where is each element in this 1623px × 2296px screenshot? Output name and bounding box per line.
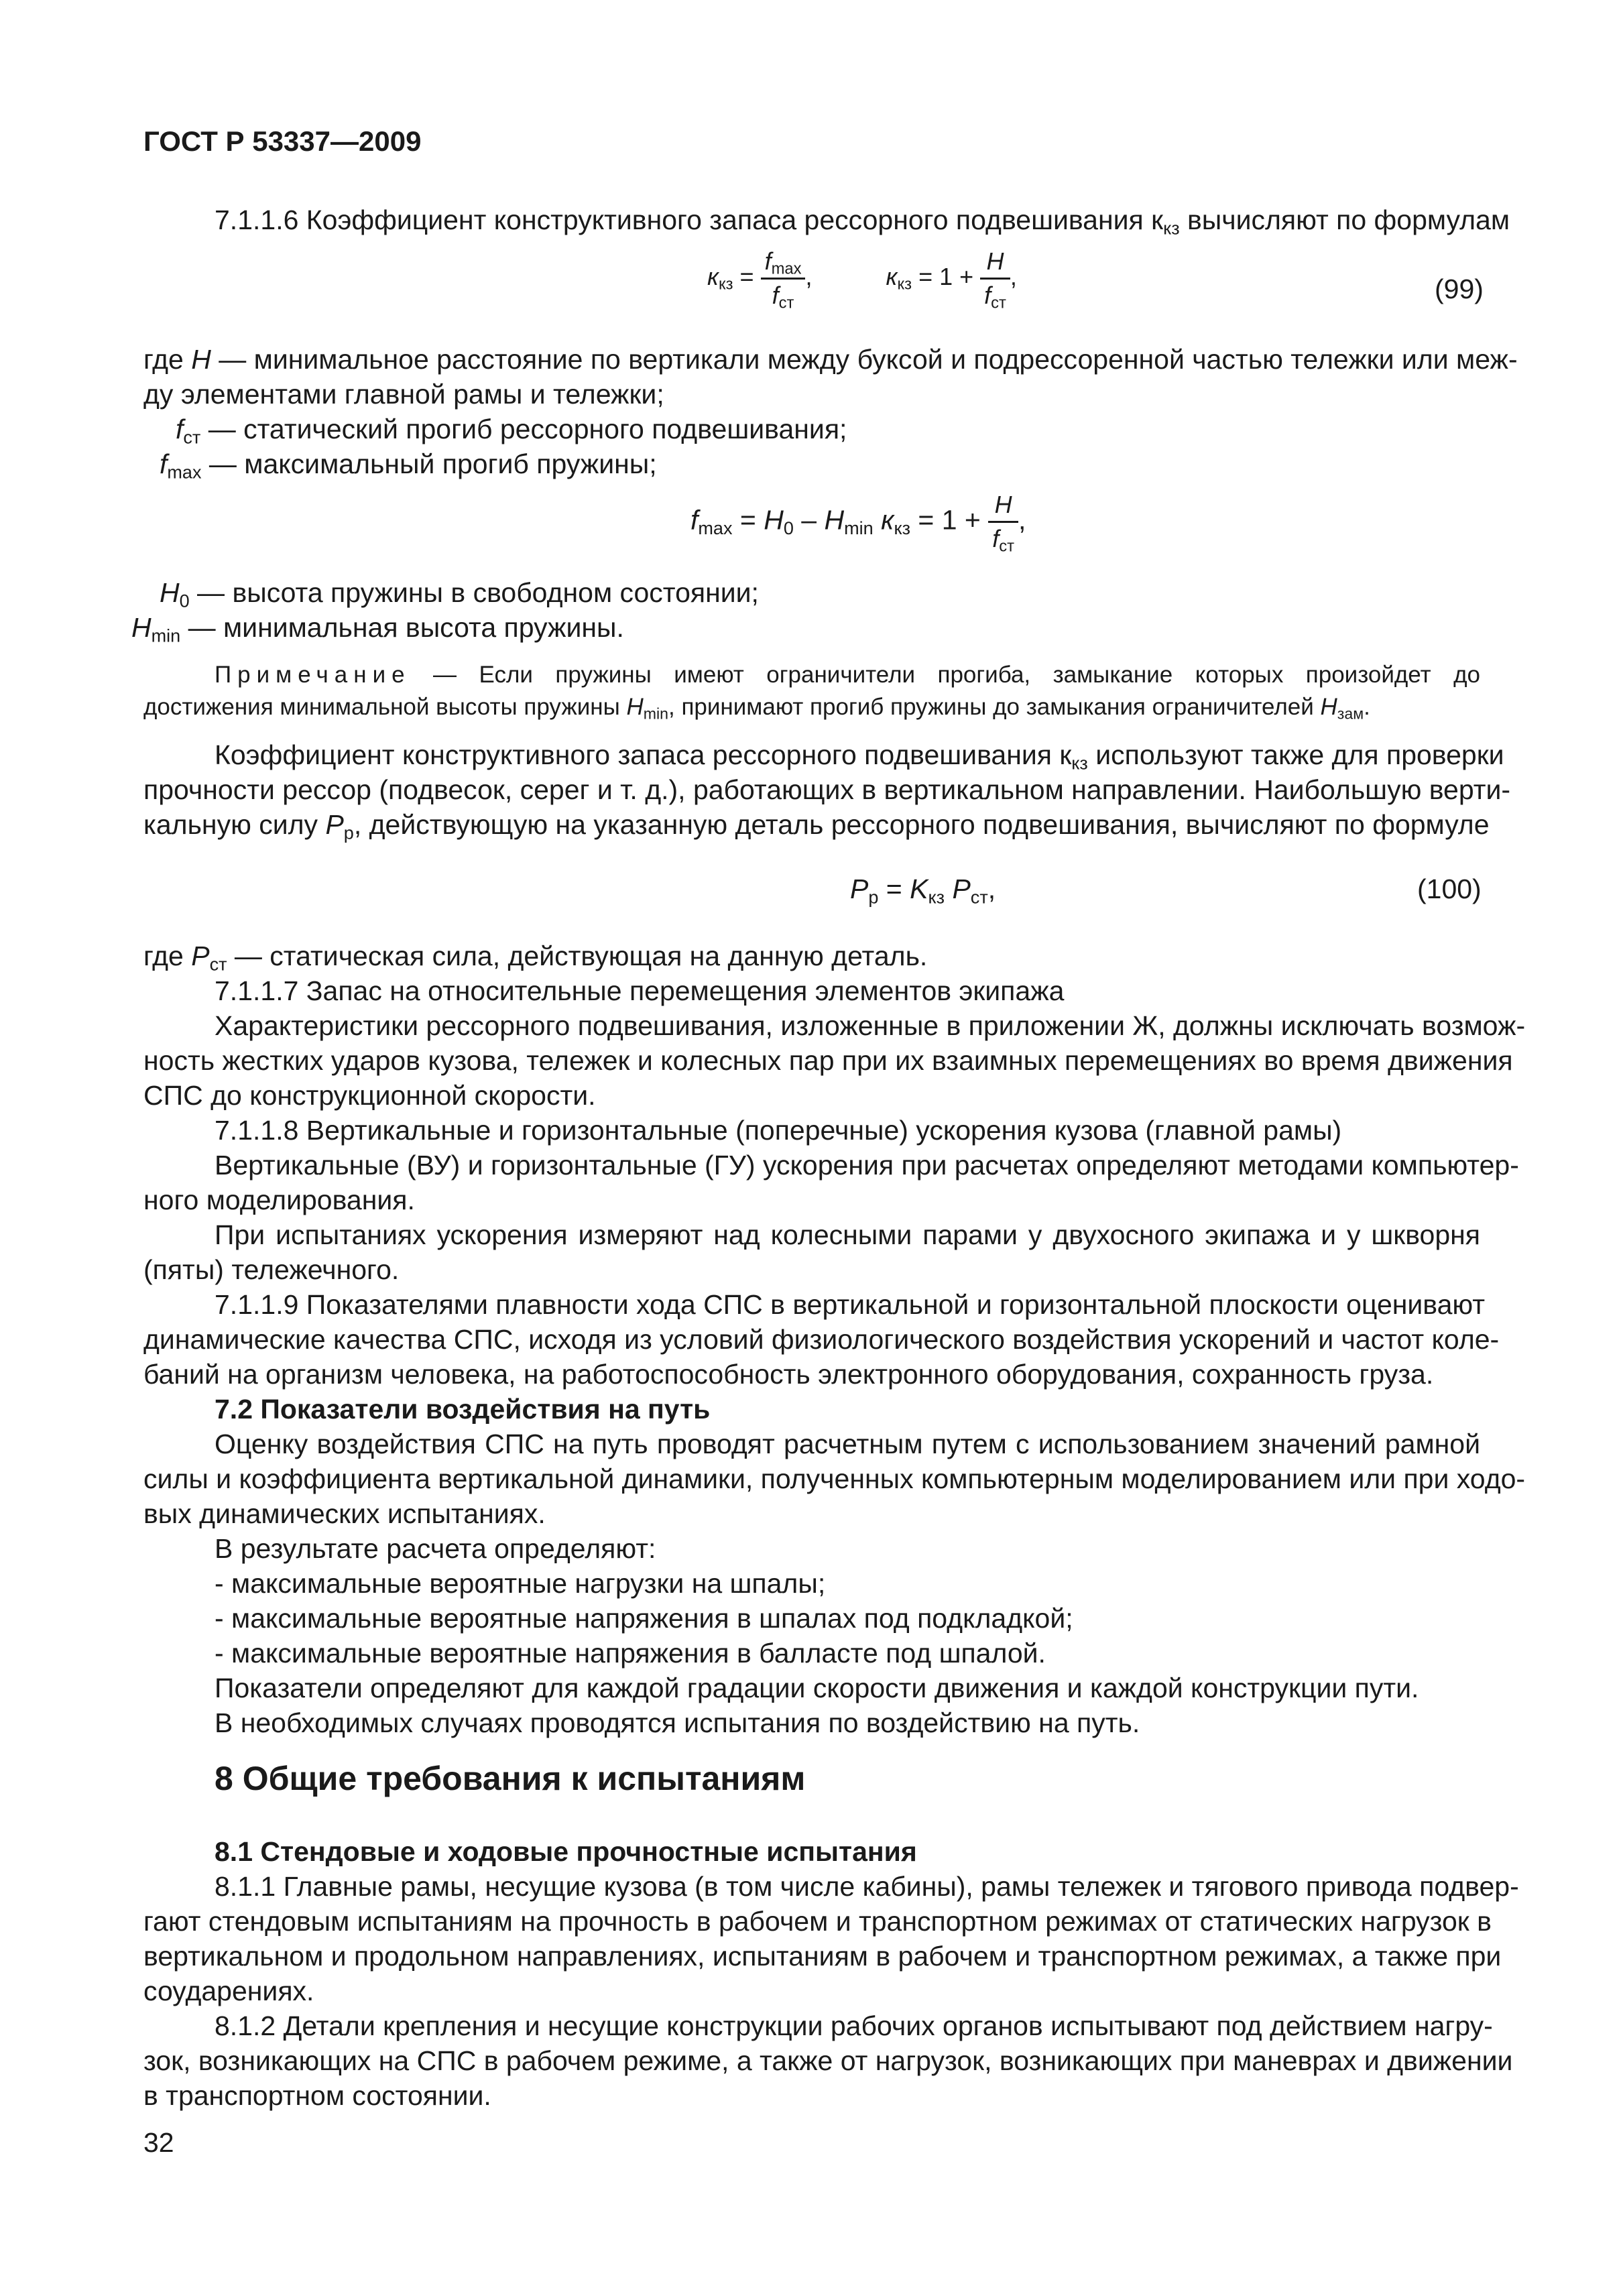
clause-7118-b1: При испытаниях ускорения измеряют над колесными парами у двухосного экипажа и у шкворня xyxy=(215,1219,1480,1250)
clause-7118-a1: Вертикальные (ВУ) и горизонтальные (ГУ) ускорения при расчетах определяют методами компьютер- xyxy=(215,1150,1519,1181)
section-72-line4: В результате расчета определяют: xyxy=(215,1533,656,1564)
list-item: - максимальные вероятные нагрузки на шпалы; xyxy=(215,1568,826,1599)
fraction-H-fst: $\frac{H}{f_{ст}}$ xyxy=(980,249,1010,308)
section-72-title: 7.2 Показатели воздействия на путь xyxy=(215,1394,711,1425)
equation-99: $к_{кз}$ = $\frac{f_{max}}{f_{ст}}$ , $к_{кз} = 1$ + $\frac{H}{f_{ст}}$ , xyxy=(707,247,1017,312)
definition-Hmin: $H_{min}$ — минимальная высота пружины. xyxy=(131,612,624,646)
section-72-line2: силы и коэффициента вертикальной динамики, полученных компьютерным моделированием или при ходо- xyxy=(143,1463,1526,1494)
definition-fst: $f_{ст}$ — статический прогиб рессорного подвешивания; xyxy=(176,414,847,448)
equation-number-99: (99) xyxy=(1435,274,1484,304)
clause-7117-line2: ность жестких ударов кузова, тележек и колесных пар при их взаимных перемещениях во время движения xyxy=(143,1045,1513,1076)
definition-H0: $H_0$ — высота пружины в свободном состоянии; xyxy=(160,577,759,611)
note-line1: Примечание — Если пружины имеют ограничители прогиба, замыкание которых произойдет до xyxy=(215,662,1480,688)
section-72-line3: вых динамических испытаниях. xyxy=(143,1498,546,1529)
clause-812-line1: 8.1.2 Детали крепления и несущие конструкции рабочих органов испытывают под действием нагру- xyxy=(215,2010,1493,2041)
note-label: Примечание xyxy=(215,662,411,688)
clause-7117-title: 7.1.1.7 Запас на относительные перемещения элементов экипажа xyxy=(215,975,1065,1006)
clause-7118-b2: (пяты) тележечного. xyxy=(143,1254,400,1285)
page-header: ГОСТ Р 53337—2009 xyxy=(143,125,422,157)
section-72-line1: Оценку воздействия СПС на путь проводят расчетным путем с использованием значений рамной xyxy=(215,1429,1480,1459)
clause-7118-title: 7.1.1.8 Вертикальные и горизонтальные (поперечные) ускорения кузова (главной рамы) xyxy=(215,1115,1342,1146)
where-H-line1: где H — минимальное расстояние по вертикали между буксой и подрессоренной частью тележки или меж- xyxy=(143,344,1518,375)
fraction-H-fst-2: $\frac{H}{f_{ст}}$ xyxy=(988,493,1018,551)
section-72-line6: В необходимых случаях проводятся испытания по воздействию на путь. xyxy=(215,1707,1140,1738)
clause-811-line1: 8.1.1 Главные рамы, несущие кузова (в том числе кабины), рамы тележек и тягового привода подвер- xyxy=(215,1871,1519,1902)
section-72-line5: Показатели определяют для каждой градации скорости движения и каждой конструкции пути. xyxy=(215,1673,1419,1703)
definition-fmax: $f_{max}$ — максимальный прогиб пружины; xyxy=(160,448,657,483)
section-8-title: 8 Общие требования к испытаниям xyxy=(215,1760,806,1797)
equation-fmax: $f_{max} = H_0 - H_{min}$ $к_{кз} = 1$ + $\frac{H}{f_{ст}}$ , xyxy=(690,491,1026,556)
paragraph-7116-intro: 7.1.1.6 Коэффициент конструктивного запаса рессорного подвешивания $к_{кз}$ вычисляют по формулам xyxy=(215,204,1510,239)
clause-7117-line3: СПС до конструкционной скорости. xyxy=(143,1080,596,1111)
where-Pst: где $P_{ст}$ — статическая сила, действующая на данную деталь. xyxy=(143,941,928,975)
clause-811-line2: гают стендовым испытаниям на прочность в рабочем и транспортном режимах от статических нагрузок в xyxy=(143,1906,1492,1937)
clause-811-line4: соударениях. xyxy=(143,1976,314,2006)
equation-number-100: (100) xyxy=(1417,873,1482,904)
list-item: - максимальные вероятные напряжения в шпалах под подкладкой; xyxy=(215,1603,1073,1634)
clause-7117-line1: Характеристики рессорного подвешивания, изложенные в приложении Ж, должны исключать возмож- xyxy=(215,1010,1526,1041)
page-number: 32 xyxy=(143,2127,174,2158)
clause-7118-a2: ного моделирования. xyxy=(143,1185,415,1215)
note-line2: достижения минимальной высоты пружины $H_{min}$, принимают прогиб пружины до замыкания ограничителей $H_{зам}$. xyxy=(143,694,1370,723)
fraction-fmax-fst: $\frac{f_{max}}{f_{ст}}$ xyxy=(761,249,806,308)
paragraph-k-line3: кальную силу $P_р$, действующую на указанную деталь рессорного подвешивания, вычисляют по формуле xyxy=(143,809,1490,843)
paragraph-k-line2: прочности рессор (подвесок, серег и т. д.), работающих в вертикальном направлении. Наибольшую верти- xyxy=(143,774,1511,805)
clause-811-line3: вертикальном и продольном направлениях, испытаниям в рабочем и транспортном режимах, а также при xyxy=(143,1941,1502,1972)
clause-7119-line3: баний на организм человека, на работоспособность электронного оборудования, сохранность груза. xyxy=(143,1359,1434,1390)
paragraph-k-line1: Коэффициент конструктивного запаса рессорного подвешивания $к_{кз}$ используют также для проверки xyxy=(215,739,1504,774)
clause-7119-line1: 7.1.1.9 Показателями плавности хода СПС в вертикальной и горизонтальной плоскости оценивают xyxy=(215,1289,1486,1320)
equation-100: $P_р = K_{кз}$ $P_{ст}$, xyxy=(850,873,996,908)
clause-7119-line2: динамические качества СПС, исходя из условий физиологического воздействия ускорений и частот коле- xyxy=(143,1324,1500,1355)
where-H-line2: ду элементами главной рамы и тележки; xyxy=(143,379,664,410)
clause-812-line2: зок, возникающих на СПС в рабочем режиме, а также от нагрузок, возникающих при маневрах и движении xyxy=(143,2045,1513,2076)
list-item: - максимальные вероятные напряжения в балласте под шпалой. xyxy=(215,1638,1046,1669)
section-81-title: 8.1 Стендовые и ходовые прочностные испытания xyxy=(215,1836,917,1867)
clause-812-line3: в транспортном состоянии. xyxy=(143,2080,491,2111)
